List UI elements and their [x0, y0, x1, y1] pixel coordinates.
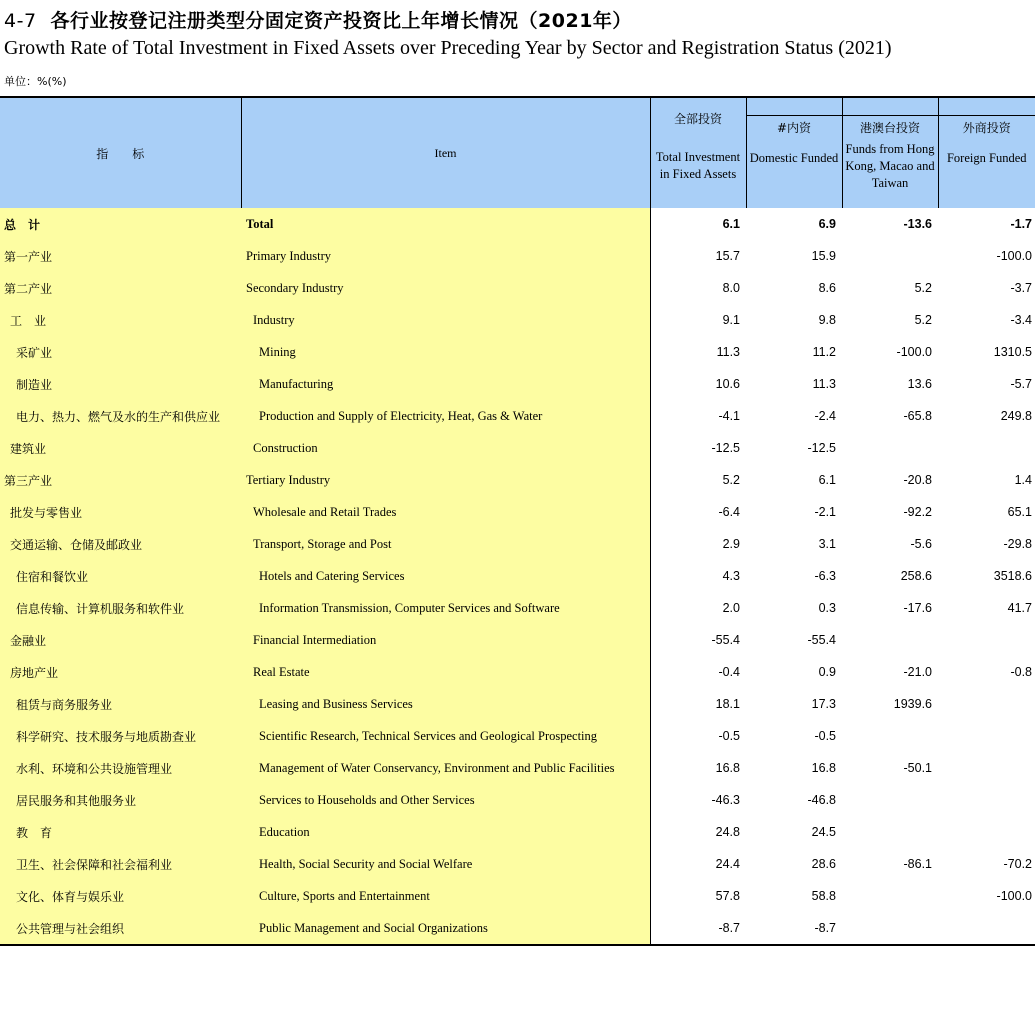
domestic-value-cell: 9.8 — [818, 313, 836, 327]
table-row — [0, 240, 1035, 272]
item-en-cell: Total — [241, 208, 650, 240]
indicator-cn-cell: 第一产业 — [0, 240, 241, 272]
total-value-cell: -46.3 — [711, 793, 740, 807]
item-en-cell: Wholesale and Retail Trades — [241, 496, 650, 528]
domestic-value-cell: 6.9 — [818, 217, 836, 231]
hk-macao-taiwan-value-cell: 13.6 — [907, 377, 932, 391]
item-en-cell: Real Estate — [241, 656, 650, 688]
hk-macao-taiwan-value-cell: -5.6 — [910, 537, 932, 551]
foreign-value-cell: 65.1 — [1007, 505, 1032, 519]
indicator-cn-cell: 制造业 — [0, 368, 241, 400]
indicator-cn-cell: 工 业 — [0, 304, 241, 336]
total-value-cell: 4.3 — [722, 569, 740, 583]
total-value-cell: -0.5 — [718, 729, 740, 743]
item-en-cell: Construction — [241, 432, 650, 464]
domestic-value-cell: 24.5 — [811, 825, 836, 839]
foreign-value-cell: -100.0 — [996, 249, 1032, 263]
foreign-value-cell: -100.0 — [996, 889, 1032, 903]
investment-growth-table — [0, 96, 1035, 946]
hk-macao-taiwan-value-cell: -21.0 — [903, 665, 932, 679]
foreign-value-cell: -0.8 — [1010, 665, 1032, 679]
item-en-cell: Culture, Sports and Entertainment — [241, 880, 650, 912]
table-row — [0, 592, 1035, 624]
indicator-cn-cell: 采矿业 — [0, 336, 241, 368]
table-row — [0, 496, 1035, 528]
indicator-cn-cell: 批发与零售业 — [0, 496, 241, 528]
table-row — [0, 848, 1035, 880]
header-foreign — [938, 116, 1035, 209]
domestic-value-cell: 3.1 — [818, 537, 836, 551]
item-en-cell: Production and Supply of Electricity, Heat, Gas & Water — [241, 400, 650, 432]
domestic-value-cell: 11.3 — [812, 377, 836, 391]
header-foreign-cn: 外商投资 — [962, 121, 1011, 135]
foreign-value-cell — [938, 688, 1035, 720]
page-title-en: Growth Rate of Total Investment in Fixed Assets over Preceding Year by Sector and Registration Status (2021) — [4, 37, 892, 59]
foreign-value-cell — [938, 624, 1035, 656]
total-value-cell: 18.1 — [715, 697, 740, 711]
total-value-cell: 10.6 — [715, 377, 740, 391]
hk-macao-taiwan-value-cell: 5.2 — [914, 281, 932, 295]
header-total-en: Total Investment in Fixed Assets — [655, 150, 741, 181]
total-value-cell: 15.7 — [715, 249, 740, 263]
foreign-value-cell — [938, 432, 1035, 464]
table-row — [0, 720, 1035, 752]
header-foreign-en: Foreign Funded — [946, 151, 1027, 165]
foreign-value-cell: -29.8 — [1003, 537, 1032, 551]
hk-macao-taiwan-value-cell: 258.6 — [900, 569, 932, 583]
total-value-cell: 24.8 — [715, 825, 740, 839]
hk-macao-taiwan-value-cell: -100.0 — [896, 345, 932, 359]
table-number: 4-7 — [4, 10, 37, 32]
hk-macao-taiwan-value-cell: 1939.6 — [893, 697, 932, 711]
domestic-value-cell: 16.8 — [811, 761, 836, 775]
domestic-value-cell: 0.3 — [818, 601, 836, 615]
hk-macao-taiwan-value-cell — [842, 240, 938, 272]
domestic-value-cell: 15.9 — [811, 249, 836, 263]
header-hk-macao-taiwan — [842, 116, 938, 209]
foreign-value-cell — [938, 816, 1035, 848]
table-row — [0, 560, 1035, 592]
domestic-value-cell: 0.9 — [818, 665, 836, 679]
domestic-value-cell: 8.6 — [818, 281, 836, 295]
indicator-cn-cell: 金融业 — [0, 624, 241, 656]
indicator-cn-cell: 教 育 — [0, 816, 241, 848]
table-row — [0, 336, 1035, 368]
domestic-value-cell: -8.7 — [746, 912, 842, 945]
table-row — [0, 656, 1035, 688]
foreign-value-cell — [938, 752, 1035, 784]
indicator-cn-cell: 水利、环境和公共设施管理业 — [0, 752, 241, 784]
table-row — [0, 816, 1035, 848]
table-row — [0, 432, 1035, 464]
item-en-cell: Management of Water Conservancy, Environment and Public Facilities — [241, 752, 650, 784]
table-row — [0, 912, 1035, 945]
table-row — [0, 400, 1035, 432]
table-row — [0, 528, 1035, 560]
hk-macao-taiwan-value-cell: -17.6 — [903, 601, 932, 615]
foreign-value-cell — [938, 912, 1035, 945]
indicator-cn-cell: 电力、热力、燃气及水的生产和供应业 — [0, 400, 241, 432]
total-value-cell: -6.4 — [718, 505, 740, 519]
item-en-cell: Hotels and Catering Services — [241, 560, 650, 592]
foreign-value-cell: -1.7 — [1010, 217, 1032, 231]
domestic-value-cell: -0.5 — [814, 729, 836, 743]
foreign-value-cell: -3.7 — [1010, 281, 1032, 295]
table-row — [0, 688, 1035, 720]
item-en-cell: Mining — [241, 336, 650, 368]
hk-macao-taiwan-value-cell — [842, 880, 938, 912]
header-domestic-cn: #内资 — [776, 121, 812, 135]
domestic-value-cell: -2.1 — [814, 505, 836, 519]
item-en-cell: Leasing and Business Services — [241, 688, 650, 720]
foreign-value-cell: 41.7 — [1007, 601, 1032, 615]
domestic-value-cell: 11.2 — [812, 345, 836, 359]
table-row — [0, 304, 1035, 336]
indicator-cn-cell: 信息传输、计算机服务和软件业 — [0, 592, 241, 624]
table-row — [0, 464, 1035, 496]
total-value-cell: 9.1 — [722, 313, 740, 327]
indicator-cn-cell: 交通运输、仓储及邮政业 — [0, 528, 241, 560]
item-en-cell: Public Management and Social Organizations — [241, 912, 650, 945]
total-value-cell: 2.9 — [722, 537, 740, 551]
item-en-cell: Tertiary Industry — [241, 464, 650, 496]
item-en-cell: Services to Households and Other Services — [241, 784, 650, 816]
domestic-value-cell: -6.3 — [814, 569, 836, 583]
header-total-cn: 全部投资 — [673, 112, 722, 126]
table-header — [0, 97, 1035, 208]
item-en-cell: Scientific Research, Technical Services and Geological Prospecting — [241, 720, 650, 752]
header-spacer — [746, 97, 842, 116]
item-en-cell: Manufacturing — [241, 368, 650, 400]
hk-macao-taiwan-value-cell: -20.8 — [903, 473, 932, 487]
total-value-cell: 6.1 — [722, 217, 740, 231]
item-en-cell: Education — [241, 816, 650, 848]
domestic-value-cell: -46.8 — [807, 793, 836, 807]
total-value-cell: -4.1 — [718, 409, 740, 423]
header-item: Item — [241, 97, 650, 208]
domestic-value-cell: 6.1 — [818, 473, 836, 487]
foreign-value-cell: 3518.6 — [993, 569, 1032, 583]
table-row — [0, 752, 1035, 784]
indicator-cn-cell: 住宿和餐饮业 — [0, 560, 241, 592]
header-indicator: 指 标 — [0, 97, 241, 208]
hk-macao-taiwan-value-cell: -86.1 — [903, 857, 932, 871]
indicator-cn-cell: 建筑业 — [0, 432, 241, 464]
page-title-cn — [4, 6, 632, 33]
total-value-cell: -55.4 — [711, 633, 740, 647]
domestic-value-cell: 17.3 — [811, 697, 836, 711]
hk-macao-taiwan-value-cell: -65.8 — [903, 409, 932, 423]
foreign-value-cell — [938, 720, 1035, 752]
domestic-value-cell: -12.5 — [807, 441, 836, 455]
table-row — [0, 624, 1035, 656]
header-domestic — [746, 116, 842, 209]
foreign-value-cell — [938, 784, 1035, 816]
item-en-cell: Transport, Storage and Post — [241, 528, 650, 560]
table-row — [0, 272, 1035, 304]
indicator-cn-cell: 公共管理与社会组织 — [0, 912, 241, 945]
item-en-cell: Secondary Industry — [241, 272, 650, 304]
unit-label: 单位：%(%) — [4, 75, 67, 88]
table-body — [0, 208, 1035, 945]
total-value-cell: 11.3 — [716, 345, 740, 359]
foreign-value-cell: 1.4 — [1014, 473, 1032, 487]
item-en-cell: Health, Social Security and Social Welfare — [241, 848, 650, 880]
total-value-cell: 8.0 — [722, 281, 740, 295]
indicator-cn-cell: 居民服务和其他服务业 — [0, 784, 241, 816]
foreign-value-cell: -3.4 — [1010, 313, 1032, 327]
indicator-cn-cell: 总 计 — [0, 208, 241, 240]
indicator-cn-cell: 科学研究、技术服务与地质勘查业 — [0, 720, 241, 752]
hk-macao-taiwan-value-cell — [842, 624, 938, 656]
foreign-value-cell: 1310.5 — [993, 345, 1032, 359]
indicator-cn-cell: 文化、体育与娱乐业 — [0, 880, 241, 912]
header-spacer — [842, 97, 938, 116]
domestic-value-cell: -2.4 — [814, 409, 836, 423]
domestic-value-cell: -55.4 — [807, 633, 836, 647]
hk-macao-taiwan-value-cell — [842, 432, 938, 464]
hk-macao-taiwan-value-cell: 5.2 — [914, 313, 932, 327]
hk-macao-taiwan-value-cell — [842, 784, 938, 816]
table-row — [0, 784, 1035, 816]
indicator-cn-cell: 租赁与商务服务业 — [0, 688, 241, 720]
domestic-value-cell: 58.8 — [811, 889, 836, 903]
total-value-cell: -12.5 — [711, 441, 740, 455]
table-row — [0, 880, 1035, 912]
indicator-cn-cell: 第三产业 — [0, 464, 241, 496]
header-total — [650, 97, 746, 208]
hk-macao-taiwan-value-cell: -13.6 — [903, 217, 932, 231]
item-en-cell: Financial Intermediation — [241, 624, 650, 656]
item-en-cell: Information Transmission, Computer Services and Software — [241, 592, 650, 624]
title-cn-text: 各行业按登记注册类型分固定资产投资比上年增长情况（2021年） — [50, 10, 632, 32]
total-value-cell: 16.8 — [715, 761, 740, 775]
total-value-cell: 57.8 — [715, 889, 740, 903]
header-hk-cn: 港澳台投资 — [859, 121, 920, 135]
header-domestic-en: Domestic Funded — [749, 151, 839, 165]
item-en-cell: Primary Industry — [241, 240, 650, 272]
header-hk-en: Funds from Hong Kong, Macao and Taiwan — [845, 142, 935, 190]
total-value-cell: -0.4 — [718, 665, 740, 679]
table-row — [0, 368, 1035, 400]
foreign-value-cell: -5.7 — [1010, 377, 1032, 391]
total-value-cell: 24.4 — [715, 857, 740, 871]
table-row — [0, 208, 1035, 240]
total-value-cell: 2.0 — [722, 601, 740, 615]
total-value-cell: 5.2 — [722, 473, 740, 487]
item-en-cell: Industry — [241, 304, 650, 336]
hk-macao-taiwan-value-cell: -92.2 — [903, 505, 932, 519]
indicator-cn-cell: 第二产业 — [0, 272, 241, 304]
hk-macao-taiwan-value-cell — [842, 720, 938, 752]
header-spacer — [938, 97, 1035, 116]
foreign-value-cell: -70.2 — [1003, 857, 1032, 871]
hk-macao-taiwan-value-cell — [842, 816, 938, 848]
total-value-cell: -8.7 — [650, 912, 746, 945]
foreign-value-cell: 249.8 — [1000, 409, 1032, 423]
indicator-cn-cell: 房地产业 — [0, 656, 241, 688]
indicator-cn-cell: 卫生、社会保障和社会福利业 — [0, 848, 241, 880]
hk-macao-taiwan-value-cell: -50.1 — [903, 761, 932, 775]
hk-macao-taiwan-value-cell — [842, 912, 938, 945]
domestic-value-cell: 28.6 — [811, 857, 836, 871]
